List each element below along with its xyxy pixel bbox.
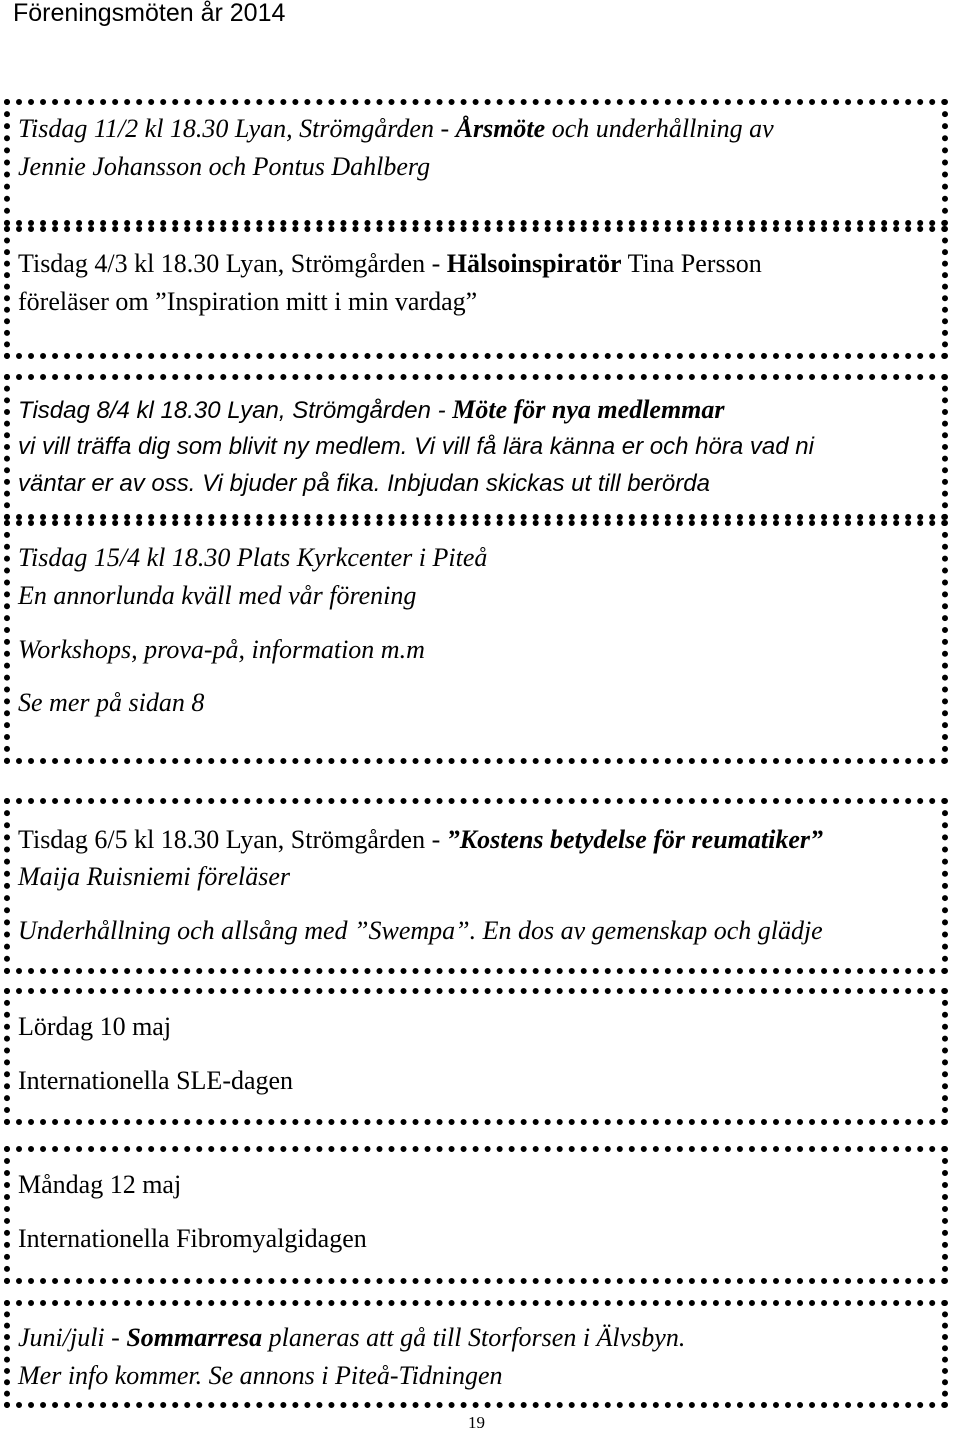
page-title: Föreningsmöten år 2014 (13, 0, 286, 27)
event-line: föreläser om ”Inspiration mitt i min vardag” (18, 287, 478, 316)
event-line: Juni/juli - Sommarresa planeras att gå till Storforsen i Älvsbyn. (18, 1323, 686, 1352)
page-number: 19 (468, 1413, 485, 1432)
event-line: Internationella Fibromyalgidagen (18, 1224, 367, 1253)
event-box-kostens-betydelse (4, 798, 948, 974)
event-line: Mer info kommer. Se annons i Piteå-Tidningen (18, 1361, 503, 1390)
event-box-sle-dagen (4, 988, 948, 1125)
event-line: Tisdag 8/4 kl 18.30 Lyan, Strömgården - Möte för nya medlemmar (18, 395, 725, 424)
event-topic: Årsmöte (455, 114, 546, 143)
event-line: Underhållning och allsång med ”Swempa”. En dos av gemenskap och glädje (18, 916, 823, 945)
event-topic: Sommarresa (126, 1323, 263, 1352)
event-line: vi vill träffa dig som blivit ny medlem. Vi vill få lära känna er och höra vad ni (18, 433, 814, 460)
event-topic: Hälsoinspiratör (446, 249, 622, 278)
event-line: En annorlunda kväll med vår förening (18, 581, 417, 610)
event-line: väntar er av oss. Vi bjuder på fika. Inbjudan skickas ut till berörda (18, 470, 710, 497)
event-line: Tisdag 4/3 kl 18.30 Lyan, Strömgården - Hälsoinspiratör Tina Persson (18, 249, 762, 278)
event-line: Lördag 10 maj (18, 1012, 172, 1041)
event-box-nya-medlemmar (4, 374, 948, 520)
event-line: Internationella SLE-dagen (18, 1066, 294, 1095)
event-line: Jennie Johansson och Pontus Dahlberg (18, 152, 431, 181)
event-line: Tisdag 15/4 kl 18.30 Plats Kyrkcenter i Piteå (18, 543, 488, 572)
event-line: Maija Ruisniemi föreläser (18, 862, 291, 891)
event-line: Tisdag 6/5 kl 18.30 Lyan, Strömgården - ”Kostens betydelse för reumatiker” (18, 825, 824, 854)
event-box-arsmote (4, 99, 948, 226)
event-topic: ”Kostens betydelse för reumatiker” (446, 825, 824, 854)
event-box-kyrkcenter (4, 520, 948, 764)
event-line: Se mer på sidan 8 (18, 688, 205, 717)
event-box-sommarresa (4, 1300, 948, 1408)
event-line: Tisdag 11/2 kl 18.30 Lyan, Strömgården - Årsmöte och underhållning av (18, 114, 774, 143)
event-line: Workshops, prova-på, information m.m (18, 635, 425, 664)
event-line: Måndag 12 maj (18, 1170, 182, 1199)
event-topic: Möte för nya medlemmar (452, 395, 725, 424)
event-box-fibromyalgidagen (4, 1146, 948, 1284)
event-box-halsoinspirator (4, 226, 948, 359)
